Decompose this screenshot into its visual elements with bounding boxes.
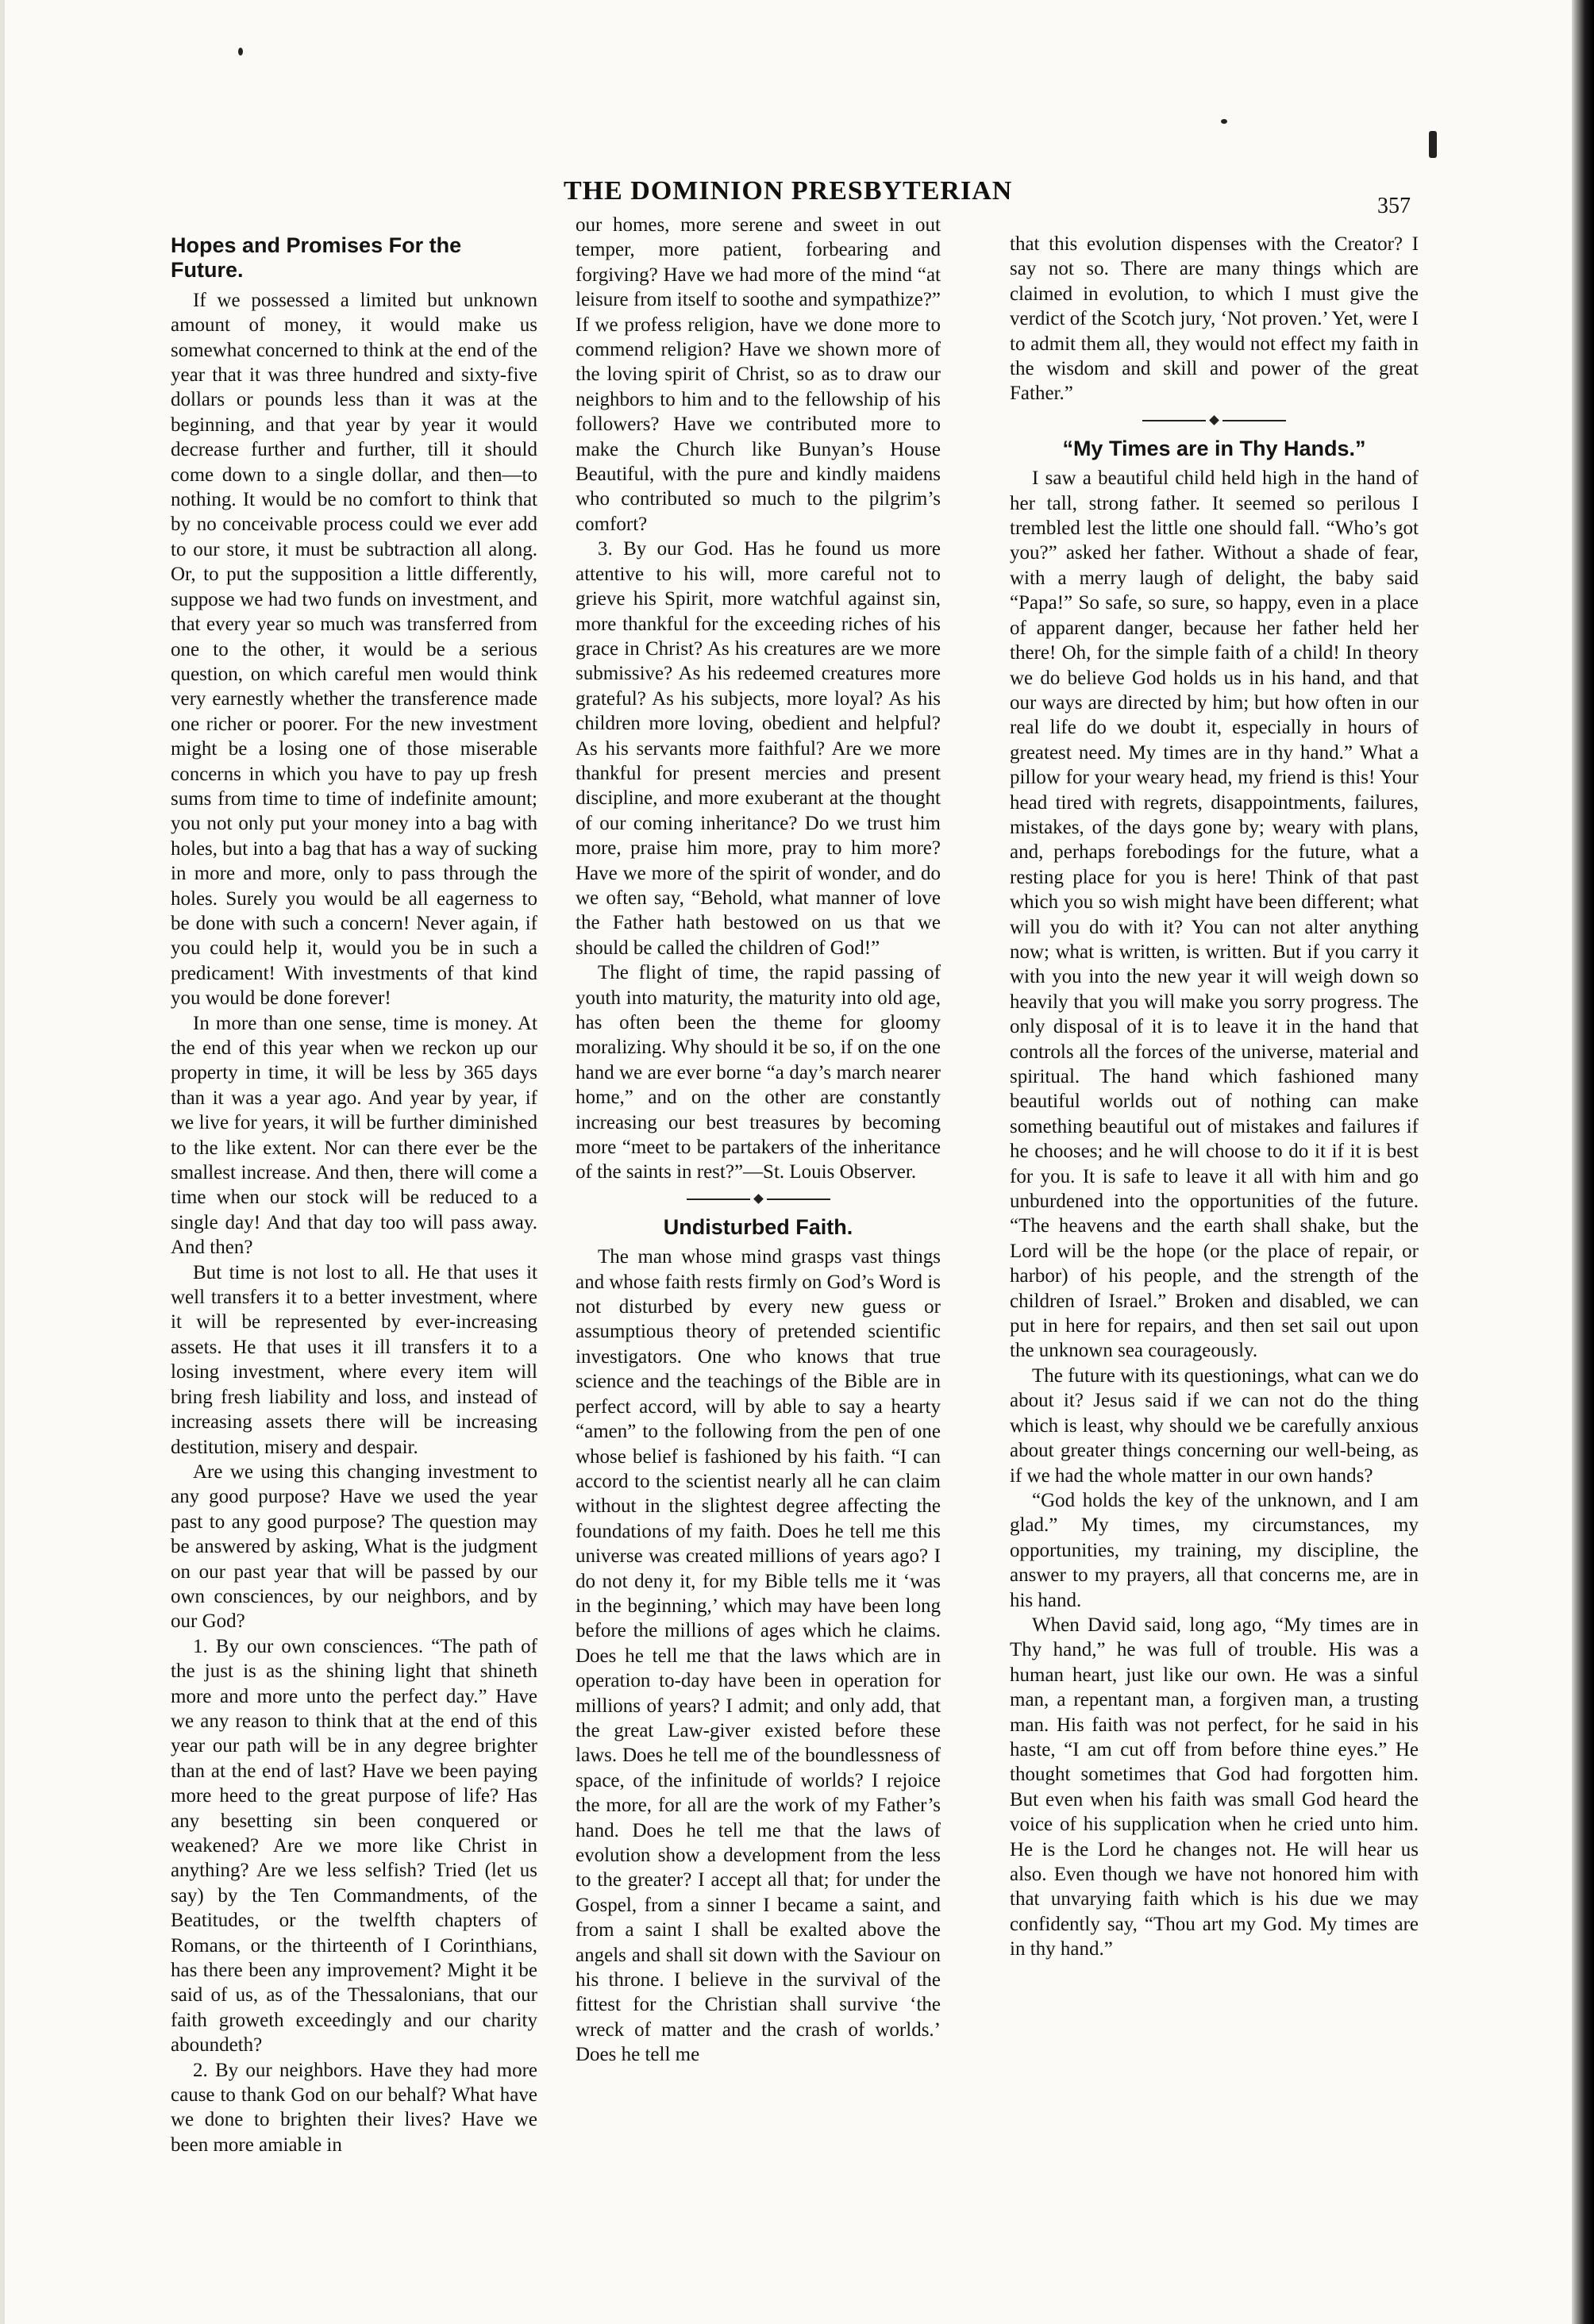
paragraph: The future with its questionings, what can we do about it? Jesus said if we can not do the thing which is least, why should we be carefully anxious about greater things concerning our well-being, as if we had the whole matter in our own hands? [1010, 1364, 1419, 1487]
paragraph: Are we using this changing investment to any good purpose? Have we used the year past to any good purpose? The question may be answered by asking, What is the judgment on our past year that will be passed by our own consciences, by our neighbors, and by our God? [171, 1460, 537, 1633]
column-2 [576, 213, 941, 2068]
paragraph: 2. By our neighbors. Have they had more cause to thank God on our behalf? What have we done to brighten their lives? Have we been more amiable in [171, 2059, 537, 2156]
paragraph: But time is not lost to all. He that uses it well transfers it to a better investment, where it will be represented by ever-increasing assets. He that uses it ill transfers it to a losing investment, where every item will bring fresh liability and loss, and instead of increasing assets there will be increasing destitution, misery and despair. [171, 1261, 537, 1458]
section-divider [1010, 416, 1419, 425]
page-number: 357 [1377, 194, 1411, 218]
print-speck [1221, 119, 1227, 124]
column-1 [171, 230, 537, 2157]
column-3 [1010, 232, 1419, 1962]
paragraph: In more than one sense, time is money. At the end of this year when we reckon up our property in time, it will be less by 365 days than it was a year ago. And year by year, if we live for years, it will be further diminished to the like extent. Nor can there ever be the smallest increase. And then, there will come a time when our stock will be reduced to a single day! And that day too will pass away. And then? [171, 1012, 537, 1259]
paragraph: “God holds the key of the unknown, and I am glad.” My times, my circumstances, my opportunities, my training, my discipline, the answer to my prayers, all that concerns me, are in his hand. [1010, 1489, 1419, 1611]
paragraph: 3. By our God. Has he found us more attentive to his will, more careful not to grieve his Spirit, more watchful against sin, more thankful for the exceeding riches of his grace in Christ? As his creatures are we more submissive? As his redeemed creatures more grateful? As his subjects, more loyal? As his children more loving, obedient and helpful? As his servants more faithful? Are we more thankful for present mercies and present discipline, and more exuberant at the thought of our coming inheritance? Do we trust him more, praise him more, pray to him more? Have we more of the spirit of wonder, and do we often say, “Behold, what manner of love the Father hath bestowed on us that we should be called the children of God!” [576, 538, 941, 959]
article-title: Undisturbed Faith. [663, 1214, 853, 1239]
paragraph: The flight of time, the rapid passing of youth into maturity, the maturity into old age, has often been the theme for gloomy moralizing. Why should it be so, if on the one hand we are ever borne “a day’s march nearer home,” and on the other are constantly increasing our best treasures by becoming more “meet to be partakers of the inheritance of the saints in rest?”—St. Louis Observer. [576, 962, 941, 1183]
paragraph: our homes, more serene and sweet in out temper, more patient, forbearing and forgiving? Have we had more of the mind “at leisure from itself to soothe and sympathize?” If we profess religion, have we done more to commend religion? Have we shown more of the loving spirit of Christ, so as to draw our neighbors to him and to the fellowship of his followers? Have we contributed more to make the Church like Bunyan’s House Beautiful, with the pure and kindly maidens who contributed so much to the pilgrim’s comfort? [576, 214, 941, 535]
print-speck [238, 48, 243, 56]
paragraph: that this evolution dispenses with the Creator? I say not so. There are many things which are claimed in evolution, to which I must give the verdict of the Scotch jury, ‘Not proven.’ Yet, were I to admit them all, they would not effect my faith in the wisdom and skill and power of the great Father.” [1010, 233, 1419, 405]
paragraph: 1. By our own consciences. “The path of the just is as the shining light that shineth more and more unto the perfect day.” Have we any reason to think that at the end of this year our path will be in any degree brighter than at the end of last? Have we been paying more heed to the great purpose of life? Has any besetting sin been conquered or weakened? Are we more like Christ in anything? Are we less selfish? Tried (let us say) by the Ten Commandments, of the Beatitudes, or the twelfth chapters of Romans, or the thirteenth of I Corinthians, has there been any improvement? Might it be said of us, as of the Thessalonians, that our faith groweth exceedingly and our charity aboundeth? [171, 1635, 537, 2057]
scan-border-left [0, 0, 5, 2324]
scan-border-right [1572, 0, 1594, 2324]
article-title: Hopes and Promises For the Future. [171, 233, 462, 283]
section-divider [576, 1195, 941, 1204]
paragraph: The man whose mind grasps vast things and whose faith rests firmly on God’s Word is not disturbed by every new guess or assumptious theory of pretended scientific investigators. One who knows that true science and the teachings of the Bible are in perfect accord, will by able to say a hearty “amen” to the following from the pen of one whose belief is fashioned by his faith. “I can accord to the scientist nearly all he can claim without in the slightest degree affecting the foundations of my faith. Does he tell me this universe was created millions of years ago? I do not deny it, for my Bible tells me it ‘was in the beginning,’ which may have been long before the millions of ages which he claims. Does he tell me that the laws which are in operation to-day have been in operation for millions of years? I admit; and only add, that the great Law-giver existed before these laws. Does he tell me of the boundlessness of space, of the infinitude of worlds? I rejoice the more, for all are the work of my Father’s hand. Does he tell me that the laws of evolution show a development from the less to the greater? I accept all that; for under the Gospel, from a sinner I became a saint, and from a saint I shall be exalted above the angels and shall sit down with the Saviour on his throne. I believe in the survival of the fittest for the Christian shall survive ‘the wreck of matter and the crash of worlds.’ Does he tell me [576, 1246, 941, 2066]
running-head: THE DOMINION PRESBYTERIAN [564, 176, 1013, 206]
print-speck [1429, 131, 1437, 158]
paragraph: When David said, long ago, “My times are in Thy hand,” he was full of trouble. His was a human heart, just like our own. He was a sinful man, a repentant man, a forgiven man, a trusting man. His faith was not perfect, for he said in his haste, “I am cut off from before thine eyes.” He thought sometimes that God had forgotten him. But even when his faith was small God heard the voice of his supplication when he cried unto him. He is the Lord he changes not. He will hear us also. Even though we have not honored him with that unvarying faith which is his due we may confidently say, “Thou art my God. My times are in thy hand.” [1010, 1614, 1419, 1960]
article-title: “My Times are in Thy Hands.” [1062, 436, 1366, 460]
paragraph: If we possessed a limited but unknown amount of money, it would make us somewhat concerned to think at the end of the year that it was three hundred and sixty-five dollars or pounds less than it was at the beginning, and that year by year it would decrease further and further, till it should come down to a single dollar, and then—to nothing. It would be no comfort to think that by no conceivable process could we ever add to our store, it must be subtraction all along. Or, to put the supposition a little differently, suppose we had two funds on investment, and that every year so much was transferred from one to the other, it would be a serious question, on which careful men would think very earnestly whether the transference made one richer or poorer. For the new investment might be a losing one of those miserable concerns in which you have to pay up fresh sums from time to time of indefinite amount; you not only put your money into a bag with holes, but into a bag that has a way of sucking in more and more, only to pass through the holes. Surely you would be all eagerness to be done with such a concern! Never again, if you could help it, would you be in such a predicament! With investments of that kind you would be done forever! [171, 289, 537, 1010]
paragraph: I saw a beautiful child held high in the hand of her tall, strong father. It seemed so perilous I trembled lest the little one should fall. “Who’s got you?” asked her father. Without a shade of fear, with a merry laugh of delight, the baby said “Papa!” So safe, so sure, so happy, even in a place of apparent danger, because her father held her there! Oh, for the simple faith of a child! In theory we do believe God holds us in his hand, and that our ways are directed by him; but how often in our real life do we doubt it, especially in hours of greatest need. My times are in thy hand.” What a pillow for your weary head, my friend is this! Your head tired with regrets, disappointments, failures, mistakes, of the days gone by; weary with plans, and, perhaps forebodings for the future, what a resting place for you is here! Think of that past which you so wish might have been different; what will you do with it? You can not alter anything now; what is written, is written. But if you carry it with you into the new year it will weigh down so heavily that you will make you sorry progress. The only disposal of it is to leave it in the hand that controls all the forces of the universe, material and spiritual. The hand which fashioned many beautiful worlds out of nothing can make something beautiful out of mistakes and failures if he chooses; and he will choose to do it if it is best for you. It is safe to leave it all with him and go unburdened into the opportunities of the future. “The heavens and the earth shall shake, but the Lord will be the hope (or the place of repair, or harbor) of his people, and the strength of the children of Israel.” Broken and disabled, we can put in here for repairs, and then set sail out upon the unknown sea courageously. [1010, 467, 1419, 1362]
